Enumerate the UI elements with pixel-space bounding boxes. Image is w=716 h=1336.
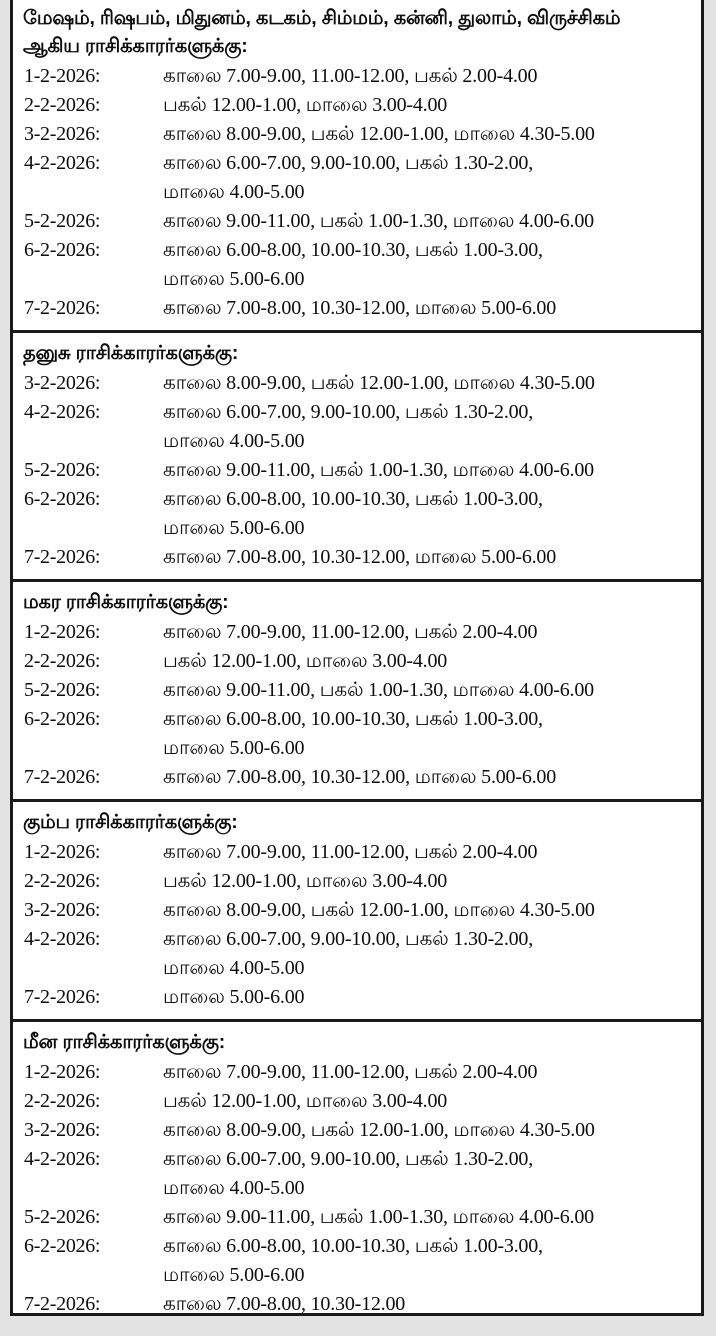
table-row [13,647,701,676]
row-times: காலை 6.00-7.00, 9.00-10.00, பகல் 1.30-2.00, [163,928,534,950]
row-date: 7-2-2026: [24,546,101,568]
table-row [13,954,701,983]
row-times: காலை 8.00-9.00, பகல் 12.00-1.00, மாலை 4.30-5.00 [163,1119,595,1141]
table-row [13,1232,701,1261]
row-date: 2-2-2026: [24,1090,101,1112]
row-times: மாலை 4.00-5.00 [163,430,305,452]
table-row [13,178,701,207]
row-times: பகல் 12.00-1.00, மாலை 3.00-4.00 [163,650,448,672]
table-row [13,485,701,514]
row-times: காலை 6.00-8.00, 10.00-10.30, பகல் 1.00-3.00, [163,239,543,261]
rasi-section [13,582,701,802]
table-row [13,983,701,1012]
row-times: பகல் 12.00-1.00, மாலை 3.00-4.00 [163,1090,448,1112]
row-date: 1-2-2026: [24,65,101,87]
table-row [13,207,701,236]
table-row [13,236,701,265]
section-heading-line-1: மீன ராசிக்காரர்களுக்கு: [23,1031,226,1053]
table-row [13,676,701,705]
table-row [13,1145,701,1174]
row-times: மாலை 5.00-6.00 [163,1264,305,1286]
row-date: 7-2-2026: [24,766,101,788]
row-date: 5-2-2026: [24,1206,101,1228]
table-row [13,1261,701,1290]
row-date: 6-2-2026: [24,708,101,730]
table-row [13,1087,701,1116]
row-times: காலை 9.00-11.00, பகல் 1.00-1.30, மாலை 4.00-6.00 [163,459,594,481]
rasi-section [13,802,701,1022]
row-date: 4-2-2026: [24,401,101,423]
row-times: காலை 8.00-9.00, பகல் 12.00-1.00, மாலை 4.30-5.00 [163,899,595,921]
table-row [13,867,701,896]
section-heading [13,1022,701,1058]
rasi-section [13,333,701,582]
row-date: 5-2-2026: [24,210,101,232]
table-row [13,398,701,427]
table-row [13,1290,701,1316]
table-row [13,705,701,734]
row-times: காலை 9.00-11.00, பகல் 1.00-1.30, மாலை 4.00-6.00 [163,1206,594,1228]
table-row [13,514,701,543]
section-heading [13,333,701,369]
section-heading-line-1: கும்ப ராசிக்காரர்களுக்கு: [23,811,238,833]
row-times: காலை 8.00-9.00, பகல் 12.00-1.00, மாலை 4.30-5.00 [163,372,595,394]
row-times: மாலை 4.00-5.00 [163,181,305,203]
row-times: காலை 6.00-8.00, 10.00-10.30, பகல் 1.00-3.00, [163,1235,543,1257]
section-rows [13,838,701,1019]
table-row [13,734,701,763]
row-date: 1-2-2026: [24,1061,101,1083]
row-date: 7-2-2026: [24,1293,101,1315]
row-times: மாலை 5.00-6.00 [163,517,305,539]
row-times: காலை 9.00-11.00, பகல் 1.00-1.30, மாலை 4.00-6.00 [163,210,594,232]
row-date: 4-2-2026: [24,152,101,174]
section-heading-line-1: தனுசு ராசிக்காரர்களுக்கு: [23,342,239,364]
row-date: 1-2-2026: [24,841,101,863]
table-row [13,1058,701,1087]
table-row [13,149,701,178]
table-row [13,763,701,792]
table-row [13,838,701,867]
row-times: பகல் 12.00-1.00, மாலை 3.00-4.00 [163,94,448,116]
row-date: 6-2-2026: [24,488,101,510]
row-times: காலை 7.00-8.00, 10.30-12.00 [163,1293,406,1315]
row-date: 3-2-2026: [24,372,101,394]
row-times: காலை 6.00-8.00, 10.00-10.30, பகல் 1.00-3.00, [163,708,543,730]
section-heading-line-1: மேஷம், ரிஷபம், மிதுனம், கடகம், சிம்மம், கன்னி, துலாம், விருச்சிகம் [23,7,621,29]
section-rows [13,369,701,579]
row-times: காலை 9.00-11.00, பகல் 1.00-1.30, மாலை 4.00-6.00 [163,679,594,701]
row-date: 3-2-2026: [24,1119,101,1141]
row-date: 4-2-2026: [24,928,101,950]
table-row [13,265,701,294]
table-row [13,294,701,323]
section-heading-line-1: மகர ராசிக்காரர்களுக்கு: [23,591,229,613]
table-row [13,543,701,572]
rasi-section [13,1022,701,1316]
row-times: மாலை 5.00-6.00 [163,268,305,290]
row-times: காலை 7.00-9.00, 11.00-12.00, பகல் 2.00-4.00 [163,621,538,643]
row-times: பகல் 12.00-1.00, மாலை 3.00-4.00 [163,870,448,892]
row-date: 5-2-2026: [24,459,101,481]
section-rows [13,1058,701,1316]
section-heading [13,582,701,618]
table-row [13,1174,701,1203]
table-row [13,896,701,925]
table-row [13,618,701,647]
row-times: காலை 6.00-7.00, 9.00-10.00, பகல் 1.30-2.00, [163,401,534,423]
row-times: மாலை 5.00-6.00 [163,986,305,1008]
row-times: காலை 6.00-7.00, 9.00-10.00, பகல் 1.30-2.00, [163,1148,534,1170]
row-times: காலை 6.00-7.00, 9.00-10.00, பகல் 1.30-2.00, [163,152,534,174]
row-times: காலை 7.00-8.00, 10.30-12.00, மாலை 5.00-6.00 [163,546,557,568]
row-date: 3-2-2026: [24,123,101,145]
table-row [13,925,701,954]
table-row [13,120,701,149]
row-date: 7-2-2026: [24,297,101,319]
row-times: காலை 7.00-9.00, 11.00-12.00, பகல் 2.00-4.00 [163,841,538,863]
table-row [13,91,701,120]
table-row [13,369,701,398]
row-times: காலை 7.00-8.00, 10.30-12.00, மாலை 5.00-6.00 [163,766,557,788]
table-row [13,456,701,485]
row-date: 3-2-2026: [24,899,101,921]
table-row [13,62,701,91]
row-date: 6-2-2026: [24,1235,101,1257]
row-date: 6-2-2026: [24,239,101,261]
rasi-timing-table [10,0,704,1316]
row-date: 2-2-2026: [24,650,101,672]
row-times: காலை 7.00-9.00, 11.00-12.00, பகல் 2.00-4.00 [163,1061,538,1083]
section-heading-line-2: ஆகிய ராசிக்காரர்களுக்கு: [23,35,248,57]
table-row [13,1116,701,1145]
section-rows [13,618,701,799]
row-date: 5-2-2026: [24,679,101,701]
row-times: மாலை 4.00-5.00 [163,957,305,979]
table-row [13,1203,701,1232]
section-rows [13,62,701,330]
row-times: மாலை 4.00-5.00 [163,1177,305,1199]
section-heading [13,802,701,838]
section-heading [13,0,701,62]
row-date: 7-2-2026: [24,986,101,1008]
row-times: காலை 6.00-8.00, 10.00-10.30, பகல் 1.00-3.00, [163,488,543,510]
row-times: மாலை 5.00-6.00 [163,737,305,759]
row-date: 1-2-2026: [24,621,101,643]
row-times: காலை 7.00-9.00, 11.00-12.00, பகல் 2.00-4.00 [163,65,538,87]
row-date: 2-2-2026: [24,870,101,892]
rasi-section [13,0,701,333]
row-date: 2-2-2026: [24,94,101,116]
table-row [13,427,701,456]
row-date: 4-2-2026: [24,1148,101,1170]
row-times: காலை 7.00-8.00, 10.30-12.00, மாலை 5.00-6.00 [163,297,557,319]
row-times: காலை 8.00-9.00, பகல் 12.00-1.00, மாலை 4.30-5.00 [163,123,595,145]
